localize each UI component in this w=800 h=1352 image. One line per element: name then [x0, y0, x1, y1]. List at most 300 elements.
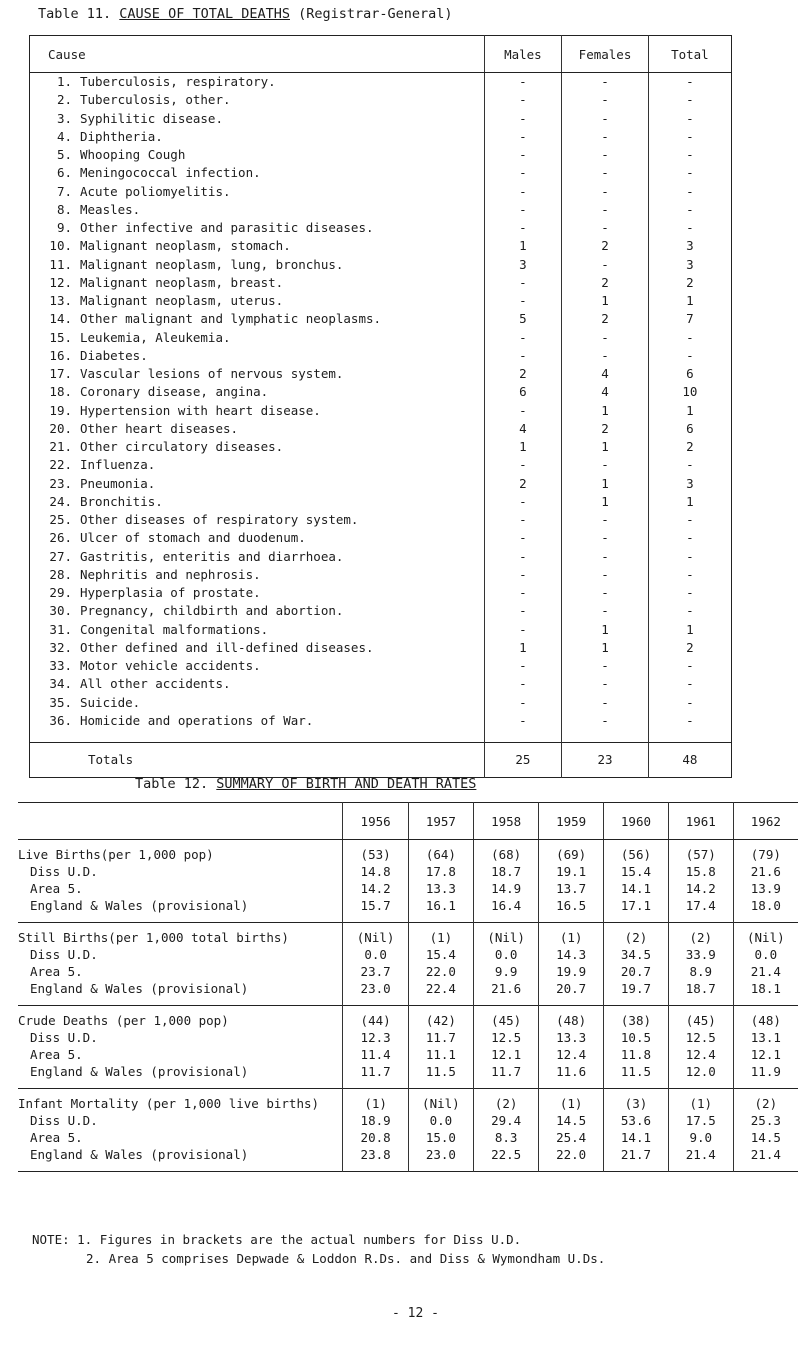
- spacer-cell: [604, 997, 669, 1006]
- males-cell: -: [484, 602, 562, 620]
- total-cell: -: [648, 329, 731, 347]
- cause-name: Pregnancy, childbirth and abortion.: [80, 603, 344, 619]
- spacer-cell: [474, 914, 539, 923]
- table12-header-row: [18, 803, 798, 840]
- group-header-row: [18, 1089, 798, 1113]
- females-cell: -: [562, 566, 649, 584]
- cause-number: 12.: [49, 274, 72, 290]
- cause-cell: [30, 657, 485, 675]
- females-cell: -: [562, 694, 649, 712]
- table-row: [30, 183, 732, 201]
- females-cell: -: [562, 329, 649, 347]
- cause-name: Suicide.: [80, 694, 141, 710]
- rate-cell: 11.1: [408, 1046, 473, 1063]
- rate-cell: 11.7: [474, 1063, 539, 1080]
- cause-cell: [30, 456, 485, 474]
- rate-cell: 22.5: [474, 1146, 539, 1163]
- rate-cell: 15.4: [604, 863, 669, 880]
- group-count-cell: (1): [408, 923, 473, 947]
- rate-cell: 0.0: [408, 1112, 473, 1129]
- rate-cell: 18.1: [733, 980, 798, 997]
- total-cell: 2: [648, 639, 731, 657]
- females-cell: 1: [562, 292, 649, 310]
- cause-number: 32.: [49, 639, 72, 655]
- males-cell: -: [484, 146, 562, 164]
- table-row: [30, 529, 732, 547]
- table-row: [18, 1029, 798, 1046]
- females-cell: -: [562, 91, 649, 109]
- cause-number: 29.: [49, 585, 72, 601]
- year-header: 1959: [539, 803, 604, 840]
- spacer-cell: [18, 1163, 343, 1172]
- cause-number: 31.: [49, 621, 72, 637]
- row-label: Diss U.D.: [30, 1030, 98, 1045]
- cause-cell: [30, 164, 485, 182]
- table-row: [30, 438, 732, 456]
- cause-name: Tuberculosis, other.: [80, 92, 231, 108]
- cause-name: Acute poliomyelitis.: [80, 183, 231, 199]
- females-cell: -: [562, 657, 649, 675]
- group-count-cell: (79): [733, 840, 798, 864]
- rate-cell: 25.4: [539, 1129, 604, 1146]
- males-cell: 4: [484, 420, 562, 438]
- totals-total: 48: [648, 743, 731, 778]
- cause-number: 3.: [56, 110, 72, 126]
- males-cell: -: [484, 621, 562, 639]
- rate-cell: 15.4: [408, 946, 473, 963]
- females-cell: 1: [562, 475, 649, 493]
- group-count-cell: (1): [539, 1089, 604, 1113]
- spacer-cell: [18, 914, 343, 923]
- table-row: [30, 274, 732, 292]
- table-row: [30, 621, 732, 639]
- rate-cell: 12.4: [539, 1046, 604, 1063]
- table-row: [30, 201, 732, 219]
- year-header: 1956: [343, 803, 408, 840]
- group-count-cell: (Nil): [733, 923, 798, 947]
- males-cell: -: [484, 274, 562, 292]
- group-count-cell: (Nil): [474, 923, 539, 947]
- total-cell: -: [648, 146, 731, 164]
- spacer-cell: [562, 730, 649, 743]
- rate-cell: 22.0: [408, 963, 473, 980]
- spacer-cell: [474, 1080, 539, 1089]
- rate-cell: 14.5: [539, 1112, 604, 1129]
- spacer-cell: [484, 730, 562, 743]
- females-cell: -: [562, 146, 649, 164]
- rate-cell: 17.4: [668, 897, 733, 914]
- table-row: [18, 980, 798, 997]
- rate-cell: 20.7: [539, 980, 604, 997]
- table-row: [30, 712, 732, 730]
- cause-name: Gastritis, enteritis and diarrhoea.: [80, 548, 344, 564]
- cause-cell: [30, 438, 485, 456]
- rate-cell: 21.6: [474, 980, 539, 997]
- rate-cell: 19.9: [539, 963, 604, 980]
- cause-name: Other infective and parasitic diseases.: [80, 220, 374, 236]
- rate-cell: 0.0: [343, 946, 408, 963]
- cause-number: 16.: [49, 347, 72, 363]
- cause-cell: [30, 420, 485, 438]
- total-cell: 6: [648, 420, 731, 438]
- males-cell: -: [484, 110, 562, 128]
- cause-number: 17.: [49, 366, 72, 382]
- spacer-cell: [343, 997, 408, 1006]
- cause-name: Congenital malformations.: [80, 621, 269, 637]
- females-cell: -: [562, 529, 649, 547]
- cause-number: 15.: [49, 329, 72, 345]
- table-row: [30, 456, 732, 474]
- group-count-cell: (69): [539, 840, 604, 864]
- cause-number: 21.: [49, 439, 72, 455]
- rate-cell: 22.0: [539, 1146, 604, 1163]
- row-label: England & Wales (provisional): [30, 1147, 249, 1162]
- rate-cell: 21.4: [733, 963, 798, 980]
- group-header-row: [18, 840, 798, 864]
- rate-cell: 13.3: [408, 880, 473, 897]
- cause-cell: [30, 584, 485, 602]
- totals-females: 23: [562, 743, 649, 778]
- rate-cell: 11.5: [604, 1063, 669, 1080]
- year-header: 1957: [408, 803, 473, 840]
- table-row: [18, 1129, 798, 1146]
- group-count-cell: (53): [343, 840, 408, 864]
- cause-cell: [30, 310, 485, 328]
- group-label: Live Births(per 1,000 pop): [18, 847, 214, 862]
- total-cell: 2: [648, 274, 731, 292]
- cause-cell: [30, 183, 485, 201]
- cause-cell: [30, 639, 485, 657]
- rate-cell: 11.7: [343, 1063, 408, 1080]
- females-cell: -: [562, 219, 649, 237]
- cause-cell: [30, 91, 485, 109]
- cause-name: Whooping Cough: [80, 147, 186, 163]
- table-row: [30, 347, 732, 365]
- spacer-cell: [18, 997, 343, 1006]
- cause-number: 36.: [49, 712, 72, 728]
- cause-number: 13.: [49, 293, 72, 309]
- table11-header-row: [30, 36, 732, 73]
- cause-number: 25.: [49, 512, 72, 528]
- males-cell: -: [484, 201, 562, 219]
- rate-cell: 12.3: [343, 1029, 408, 1046]
- females-cell: -: [562, 602, 649, 620]
- group-count-cell: (48): [539, 1006, 604, 1030]
- cause-number: 4.: [56, 128, 72, 144]
- cause-cell: [30, 329, 485, 347]
- cause-cell: [30, 548, 485, 566]
- females-cell: -: [562, 675, 649, 693]
- cause-name: Other diseases of respiratory system.: [80, 512, 359, 528]
- table-row: [18, 897, 798, 914]
- rate-cell: 25.3: [733, 1112, 798, 1129]
- rate-cell: 13.7: [539, 880, 604, 897]
- group-count-cell: (64): [408, 840, 473, 864]
- group-count-cell: (45): [474, 1006, 539, 1030]
- group-count-cell: (Nil): [408, 1089, 473, 1113]
- cause-name: Meningococcal infection.: [80, 165, 261, 181]
- table-row: [30, 329, 732, 347]
- rate-cell: 16.4: [474, 897, 539, 914]
- cause-cell: [30, 694, 485, 712]
- rate-cell: 11.7: [408, 1029, 473, 1046]
- year-header: 1961: [668, 803, 733, 840]
- spacer-row: [18, 1163, 798, 1172]
- table-row: [30, 694, 732, 712]
- cause-cell: [30, 73, 485, 92]
- cause-number: 9.: [56, 220, 72, 236]
- spacer-row: [30, 730, 732, 743]
- total-cell: 2: [648, 438, 731, 456]
- rate-cell: 15.0: [408, 1129, 473, 1146]
- males-cell: -: [484, 712, 562, 730]
- row-label: Diss U.D.: [30, 947, 98, 962]
- table-row: [30, 310, 732, 328]
- females-cell: 2: [562, 310, 649, 328]
- females-cell: 4: [562, 365, 649, 383]
- males-cell: -: [484, 91, 562, 109]
- spacer-cell: [343, 1163, 408, 1172]
- cause-number: 27.: [49, 548, 72, 564]
- table-row: [30, 420, 732, 438]
- total-cell: 10: [648, 383, 731, 401]
- row-label: England & Wales (provisional): [30, 898, 249, 913]
- rate-cell: 18.7: [474, 863, 539, 880]
- rate-cell: 12.0: [668, 1063, 733, 1080]
- cause-number: 5.: [56, 147, 72, 163]
- males-cell: -: [484, 529, 562, 547]
- table12-title: Table 12. SUMMARY OF BIRTH AND DEATH RATES: [135, 776, 477, 792]
- group-count-cell: (45): [668, 1006, 733, 1030]
- cause-number: 35.: [49, 694, 72, 710]
- rate-cell: 22.4: [408, 980, 473, 997]
- cause-name: Malignant neoplasm, uterus.: [80, 293, 284, 309]
- total-cell: -: [648, 456, 731, 474]
- rate-cell: 23.0: [343, 980, 408, 997]
- cause-name: Other circulatory diseases.: [80, 439, 284, 455]
- rate-cell: 8.3: [474, 1129, 539, 1146]
- cause-cell: [30, 529, 485, 547]
- males-cell: 1: [484, 639, 562, 657]
- group-count-cell: (38): [604, 1006, 669, 1030]
- spacer-cell: [408, 997, 473, 1006]
- cause-name: Bronchitis.: [80, 493, 163, 509]
- row-label: Area 5.: [30, 1047, 83, 1062]
- rate-cell: 12.1: [733, 1046, 798, 1063]
- rate-cell: 20.7: [604, 963, 669, 980]
- cause-number: 24.: [49, 493, 72, 509]
- rate-cell: 12.4: [668, 1046, 733, 1063]
- cause-number: 2.: [56, 92, 72, 108]
- year-header: 1962: [733, 803, 798, 840]
- row-label: Area 5.: [30, 881, 83, 896]
- total-cell: 1: [648, 292, 731, 310]
- table12-birth-death-rates: [18, 802, 798, 1172]
- table-row: [30, 110, 732, 128]
- totals-males: 25: [484, 743, 562, 778]
- cause-number: 28.: [49, 566, 72, 582]
- cause-name: Ulcer of stomach and duodenum.: [80, 530, 306, 546]
- rate-cell: 23.7: [343, 963, 408, 980]
- cause-name: Syphilitic disease.: [80, 110, 223, 126]
- spacer-cell: [539, 1080, 604, 1089]
- table11-body: [30, 73, 732, 778]
- group-count-cell: (3): [604, 1089, 669, 1113]
- total-cell: -: [648, 694, 731, 712]
- total-cell: -: [648, 566, 731, 584]
- cause-cell: [30, 292, 485, 310]
- females-cell: -: [562, 511, 649, 529]
- total-cell: -: [648, 347, 731, 365]
- cause-number: 18.: [49, 384, 72, 400]
- cause-number: 7.: [56, 183, 72, 199]
- spacer-cell: [30, 730, 485, 743]
- males-cell: -: [484, 128, 562, 146]
- note-line-2: 2. Area 5 comprises Depwade & Loddon R.Ds. and Diss & Wymondham U.Ds.: [86, 1251, 606, 1266]
- males-cell: -: [484, 566, 562, 584]
- spacer-cell: [539, 914, 604, 923]
- rate-cell: 12.5: [668, 1029, 733, 1046]
- table-row: [30, 657, 732, 675]
- cause-cell: [30, 621, 485, 639]
- cause-name: Vascular lesions of nervous system.: [80, 366, 344, 382]
- cause-name: Homicide and operations of War.: [80, 712, 314, 728]
- total-cell: 1: [648, 493, 731, 511]
- males-cell: -: [484, 511, 562, 529]
- cause-name: Malignant neoplasm, lung, bronchus.: [80, 256, 344, 272]
- cause-name: Diphtheria.: [80, 128, 163, 144]
- females-cell: 1: [562, 402, 649, 420]
- cause-cell: [30, 128, 485, 146]
- females-cell: 1: [562, 493, 649, 511]
- cause-number: 8.: [56, 201, 72, 217]
- spacer-cell: [668, 1163, 733, 1172]
- total-cell: 3: [648, 256, 731, 274]
- table11-title: Table 11. CAUSE OF TOTAL DEATHS (Registrar-General): [38, 6, 453, 22]
- total-cell: 1: [648, 402, 731, 420]
- males-cell: 2: [484, 365, 562, 383]
- rate-cell: 12.5: [474, 1029, 539, 1046]
- spacer-cell: [343, 1080, 408, 1089]
- females-cell: -: [562, 584, 649, 602]
- females-cell: -: [562, 456, 649, 474]
- rate-cell: 13.1: [733, 1029, 798, 1046]
- group-label: Infant Mortality (per 1,000 live births): [18, 1089, 343, 1113]
- rate-cell: 53.6: [604, 1112, 669, 1129]
- table-row: [30, 639, 732, 657]
- cause-name: Pneumonia.: [80, 475, 156, 491]
- males-cell: -: [484, 329, 562, 347]
- cause-cell: [30, 511, 485, 529]
- rate-cell: 8.9: [668, 963, 733, 980]
- group-count-cell: (2): [733, 1089, 798, 1113]
- table-row: [30, 292, 732, 310]
- table12-body: [18, 840, 798, 1172]
- table-row: [30, 91, 732, 109]
- total-cell: 1: [648, 621, 731, 639]
- rate-cell: 0.0: [474, 946, 539, 963]
- rate-cell: 17.8: [408, 863, 473, 880]
- total-cell: 7: [648, 310, 731, 328]
- total-cell: -: [648, 128, 731, 146]
- rate-cell: 21.4: [733, 1146, 798, 1163]
- cause-cell: [30, 383, 485, 401]
- rate-cell: 29.4: [474, 1112, 539, 1129]
- spacer-cell: [408, 1163, 473, 1172]
- cause-cell: [30, 365, 485, 383]
- rate-cell: 11.6: [539, 1063, 604, 1080]
- table-row: [18, 1046, 798, 1063]
- spacer-cell: [668, 914, 733, 923]
- group-count-cell: (57): [668, 840, 733, 864]
- males-cell: -: [484, 548, 562, 566]
- rate-cell: 21.6: [733, 863, 798, 880]
- cause-name: Other defined and ill-defined diseases.: [80, 639, 374, 655]
- cause-number: 26.: [49, 530, 72, 546]
- females-cell: -: [562, 164, 649, 182]
- rate-cell: 14.9: [474, 880, 539, 897]
- table-row: [30, 128, 732, 146]
- females-cell: 1: [562, 438, 649, 456]
- rate-cell: 15.8: [668, 863, 733, 880]
- row-label: England & Wales (provisional): [30, 981, 249, 996]
- cause-cell: [30, 219, 485, 237]
- males-cell: -: [484, 493, 562, 511]
- spacer-cell: [474, 1163, 539, 1172]
- total-cell: -: [648, 91, 731, 109]
- males-cell: -: [484, 657, 562, 675]
- group-count-cell: (56): [604, 840, 669, 864]
- cause-cell: [30, 146, 485, 164]
- table-row: [30, 584, 732, 602]
- females-cell: -: [562, 256, 649, 274]
- table-row: [30, 602, 732, 620]
- rate-cell: 9.0: [668, 1129, 733, 1146]
- cause-name: Leukemia, Aleukemia.: [80, 329, 231, 345]
- females-cell: -: [562, 128, 649, 146]
- table-row: [30, 237, 732, 255]
- table-row: [30, 256, 732, 274]
- table-row: [30, 383, 732, 401]
- total-cell: -: [648, 584, 731, 602]
- rate-cell: 12.1: [474, 1046, 539, 1063]
- spacer-cell: [408, 1080, 473, 1089]
- spacer-cell: [474, 997, 539, 1006]
- spacer-row: [18, 1080, 798, 1089]
- rate-cell: 11.8: [604, 1046, 669, 1063]
- females-cell: -: [562, 110, 649, 128]
- males-cell: -: [484, 219, 562, 237]
- group-header-row: [18, 923, 798, 947]
- group-count-cell: (Nil): [343, 923, 408, 947]
- spacer-cell: [604, 914, 669, 923]
- cause-number: 23.: [49, 475, 72, 491]
- group-count-cell: (48): [733, 1006, 798, 1030]
- total-cell: 6: [648, 365, 731, 383]
- group-count-cell: (1): [343, 1089, 408, 1113]
- row-label: Area 5.: [30, 964, 83, 979]
- females-cell: -: [562, 712, 649, 730]
- spacer-cell: [733, 1080, 798, 1089]
- table-row: [30, 548, 732, 566]
- total-cell: -: [648, 657, 731, 675]
- table-row: [30, 73, 732, 92]
- rate-cell: 19.1: [539, 863, 604, 880]
- rate-cell: 14.2: [668, 880, 733, 897]
- rate-cell: 19.7: [604, 980, 669, 997]
- rate-cell: 16.5: [539, 897, 604, 914]
- table-row: [30, 475, 732, 493]
